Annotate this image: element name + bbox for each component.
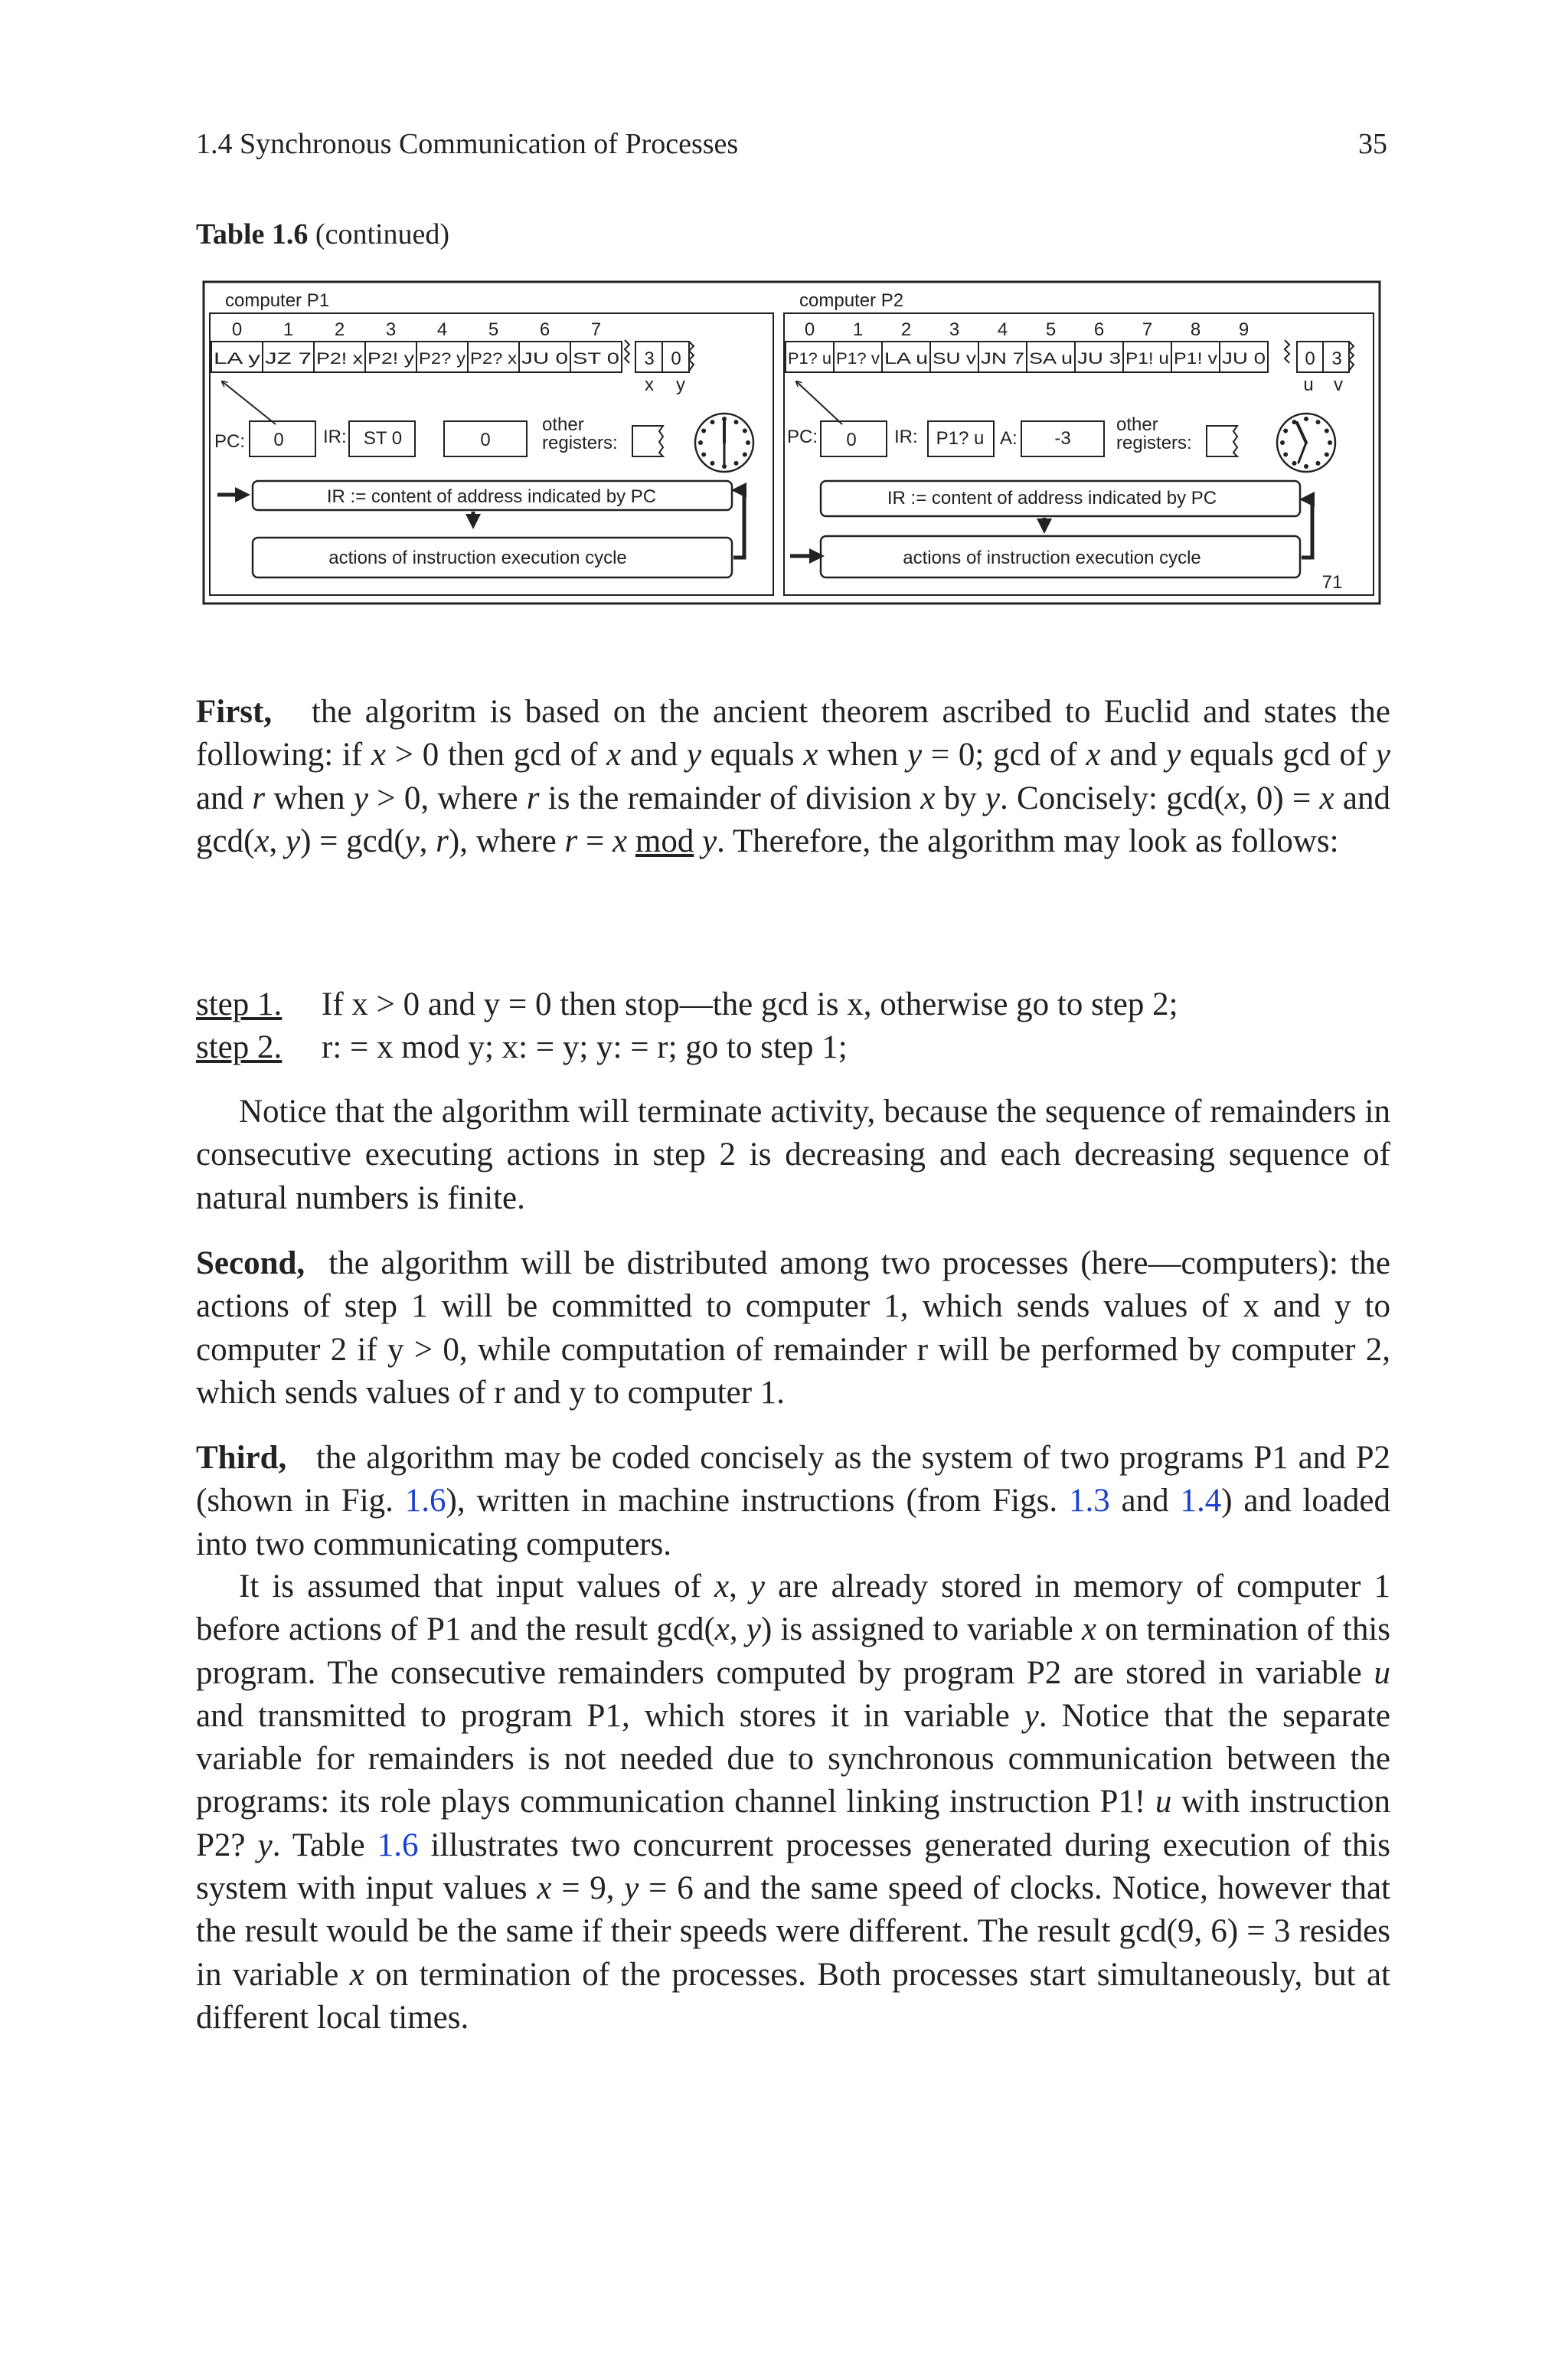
- clock-tick: [701, 453, 706, 457]
- p1-memory-cell-text: ST 0: [573, 350, 619, 368]
- p2-address-row: [805, 319, 1249, 340]
- running-header: 1.4 Synchronous Communication of Processes: [196, 128, 739, 160]
- p2-memory-cell-text: P1? v: [836, 350, 880, 368]
- p1-address-label: 2: [334, 319, 345, 340]
- p2-loop-arrow: [1302, 499, 1312, 558]
- computer-p2-panel: [784, 290, 1374, 595]
- p1-pc-label: PC:: [214, 431, 246, 452]
- p1-var-x-name: x: [645, 375, 654, 395]
- clock-tick: [722, 417, 727, 421]
- clock-tick: [743, 429, 747, 433]
- p1-var-x-value: 3: [644, 348, 655, 369]
- p1-flow-execute-text: actions of instruction execution cycle: [328, 548, 627, 568]
- table-label: Table 1.6: [196, 218, 309, 250]
- paragraph-second-lead: Second,: [196, 1245, 305, 1281]
- clock-tick: [1283, 453, 1288, 457]
- p1-pc-pointer-arrow: [222, 381, 276, 424]
- p2-clock-hand-hour: [1298, 443, 1306, 463]
- p1-memory-cell-text: P2! x: [316, 350, 364, 368]
- p2-address-label: 0: [804, 319, 815, 340]
- paragraph-first-lead: First,: [196, 694, 273, 730]
- p2-address-label: 7: [1142, 319, 1153, 340]
- clock-tick: [1280, 440, 1285, 445]
- p2-clock-icon: [1277, 414, 1335, 472]
- step-1-text: If x > 0 and y = 0 then stop—the gcd is x, otherwise go to step 2;: [322, 986, 1178, 1022]
- p2-var-u-value: 0: [1305, 348, 1315, 369]
- p1-address-label: 6: [539, 319, 550, 340]
- paragraph-first: First, the algoritm is based on the ancient theorem ascribed to Euclid and states the following: if x > 0 then gcd of x and y equals x when y = 0; gcd of x and y equals gcd of y and r when y > 0, where r is the remainder of division x by y. Concisely: gcd(x, 0) = x and gcd(x, y) = gcd(y, r), where r = x mod y. Therefore, the algorithm may look as follows:: [196, 694, 1391, 859]
- p2-memory-cell-text: SA u: [1029, 350, 1073, 368]
- p2-address-label: 3: [949, 319, 960, 340]
- p2-address-label: 5: [1045, 319, 1057, 340]
- paragraph-third: Third, the algorithm may be coded concisely as the system of two programs P1 and P2 (shown in Fig. 1.6), written in machine instructions (from Figs. 1.3 and 1.4) and loaded into two communicating computers.: [196, 1440, 1390, 1562]
- step-1-label: step 1.: [196, 986, 283, 1022]
- page-number: 35: [1358, 128, 1387, 160]
- table-caption: [196, 218, 449, 251]
- step-2-label: step 2.: [196, 1029, 283, 1065]
- link-fig-1-4[interactable]: 1.4: [1180, 1483, 1222, 1519]
- p2-pc-value: 0: [846, 430, 857, 450]
- p2-address-label: 6: [1093, 319, 1105, 340]
- p1-accumulator-value: 0: [480, 430, 491, 450]
- link-table-1-6[interactable]: 1.6: [377, 1827, 419, 1863]
- p1-memory-cell-text: P2! y: [368, 350, 415, 368]
- p1-ir-value: ST 0: [363, 428, 403, 449]
- clock-tick: [734, 420, 739, 424]
- p2-var-v-name: v: [1334, 375, 1343, 395]
- p2-memory-cell-text: P1? u: [788, 350, 831, 368]
- p2-time-counter: 71: [1321, 572, 1343, 593]
- p2-var-u-name: u: [1303, 375, 1314, 395]
- link-fig-1-6[interactable]: 1.6: [404, 1483, 446, 1519]
- clock-tick: [1292, 461, 1297, 466]
- p2-clock-hand-minute: [1297, 423, 1306, 443]
- p2-memory-cell-text: JU 3: [1077, 350, 1121, 368]
- p1-break-mark: [625, 340, 629, 363]
- p1-pc-value: 0: [273, 430, 284, 450]
- paragraph-second: [196, 1242, 1390, 1415]
- clock-tick: [1325, 453, 1329, 457]
- p2-var-v-value: 3: [1331, 348, 1342, 369]
- p1-registers-label: registers:: [542, 433, 618, 453]
- clock-tick: [1283, 429, 1288, 433]
- p2-address-label: 4: [997, 319, 1008, 340]
- table-caption-suffix: (continued): [308, 218, 450, 250]
- p2-flow-execute-text: actions of instruction execution cycle: [903, 548, 1201, 568]
- p2-address-label: 9: [1238, 319, 1250, 340]
- p1-ir-label: IR:: [323, 427, 347, 447]
- p2-a-value: -3: [1054, 428, 1071, 449]
- p2-address-label: 1: [852, 319, 864, 340]
- p1-address-label: 3: [385, 319, 397, 340]
- p2-memory-cell-text: SU v: [933, 350, 977, 368]
- p1-other-label: other: [542, 414, 584, 435]
- p2-address-label: 2: [900, 319, 912, 340]
- p1-address-label: 0: [231, 319, 243, 340]
- p1-address-row: [232, 319, 601, 340]
- computers-diagram: [202, 280, 1381, 605]
- p2-a-label: A:: [1000, 428, 1018, 449]
- p2-flow-fetch-text: IR := content of address indicated by PC: [887, 488, 1217, 509]
- paragraph-second-text: the algorithm will be distributed among two processes (here—computers): the actions of step 1 will be committed to computer 1, which sends values of x and y to computer 2 if y > 0, while computation of remainder r will be performed by computer 2, which sends values of r and y to computer 1.: [196, 1245, 1390, 1411]
- p2-pc-label: PC:: [787, 427, 818, 447]
- p2-address-label: 8: [1190, 319, 1201, 340]
- paragraph-assumption: It is assumed that input values of x, y are already stored in memory of computer 1 before actions of P1 and the result gcd(x, y) is assigned to variable x on termination of this program. The consecutive remainders computed by program P2 are stored in variable u and transmitted to program P1, which stores it in variable y. Notice that the separate variable for remainders is not needed due to synchronous communication between the programs: its role plays communication channel linking instruction P1! u with instruction P2? y. Table 1.6 illustrates two concurrent processes generated during execution of this system with input values x = 9, y = 6 and the same speed of clocks. Notice, however that the result would be the same if their speeds were different. The result gcd(9, 6) = 3 resides in variable x on termination of the processes. Both processes start simultaneously, but at different local times.: [196, 1568, 1391, 2036]
- p1-memory-row: [211, 342, 622, 372]
- p1-var-y-name: y: [676, 375, 685, 395]
- computer-p1-panel: [210, 290, 773, 595]
- p2-ir-value: P1? u: [936, 428, 985, 449]
- p2-memory-cell-text: P1! v: [1174, 350, 1218, 368]
- p2-ir-label: IR:: [894, 427, 918, 447]
- clock-tick: [1316, 461, 1321, 466]
- p2-memory-cell-text: JU 0: [1222, 350, 1266, 368]
- clock-tick: [701, 429, 706, 433]
- p2-registers-label: registers:: [1116, 433, 1192, 453]
- algorithm-step-1: [196, 983, 1178, 1026]
- clock-tick: [710, 461, 715, 466]
- algorithm-step-2: [196, 1026, 848, 1069]
- clock-tick: [1328, 440, 1332, 445]
- p2-memory-cell-text: JN 7: [981, 350, 1024, 368]
- clock-tick: [746, 440, 750, 445]
- p2-memory-cell-text: P1! u: [1125, 350, 1169, 368]
- clock-tick: [743, 453, 747, 457]
- p1-var-y-value: 0: [671, 348, 681, 369]
- p1-address-label: 4: [436, 319, 448, 340]
- p2-break-mark: [1285, 340, 1289, 363]
- p1-memory-cell-text: LA y: [214, 350, 261, 368]
- p1-memory-cell-text: P2? x: [470, 350, 518, 368]
- step-2-text: r: = x mod y; x: = y; y: = r; go to step 1;: [322, 1029, 848, 1065]
- p2-other-registers-box: [1207, 426, 1237, 456]
- p1-address-label: 1: [283, 319, 294, 340]
- link-fig-1-3[interactable]: 1.3: [1068, 1483, 1110, 1519]
- p1-memory-cell-text: JU 0: [521, 350, 568, 368]
- p1-other-registers-box: [632, 426, 663, 456]
- clock-tick: [1316, 420, 1321, 424]
- p1-memory-cell-text: P2? y: [419, 350, 466, 368]
- paragraph-third-lead: Third,: [196, 1440, 287, 1476]
- p2-memory-cell-text: LA u: [884, 350, 928, 368]
- clock-tick: [1304, 417, 1308, 421]
- p1-title: computer P1: [225, 290, 330, 311]
- clock-tick: [1304, 464, 1308, 469]
- p1-clock-icon: [695, 414, 753, 472]
- clock-tick: [1325, 429, 1329, 433]
- clock-tick: [734, 461, 739, 466]
- clock-tick: [710, 420, 715, 424]
- p2-title: computer P2: [799, 290, 904, 311]
- clock-tick: [1292, 420, 1297, 424]
- p2-memory-row: [786, 342, 1268, 372]
- clock-tick: [722, 464, 727, 469]
- p2-pc-pointer-arrow: [796, 381, 842, 424]
- p2-other-label: other: [1116, 414, 1158, 435]
- p1-loop-arrow: [733, 490, 744, 558]
- p1-address-label: 7: [590, 319, 602, 340]
- paragraph-notice: Notice that the algorithm will terminate activity, because the sequence of remainders in consecutive executing actions in step 2 is decreasing and each decreasing sequence of natural numbers is finite.: [196, 1094, 1390, 1216]
- p1-memory-cell-text: JZ 7: [265, 350, 312, 368]
- clock-tick: [698, 440, 703, 445]
- p1-address-label: 5: [488, 319, 499, 340]
- p1-flow-fetch-text: IR := content of address indicated by PC: [326, 486, 657, 507]
